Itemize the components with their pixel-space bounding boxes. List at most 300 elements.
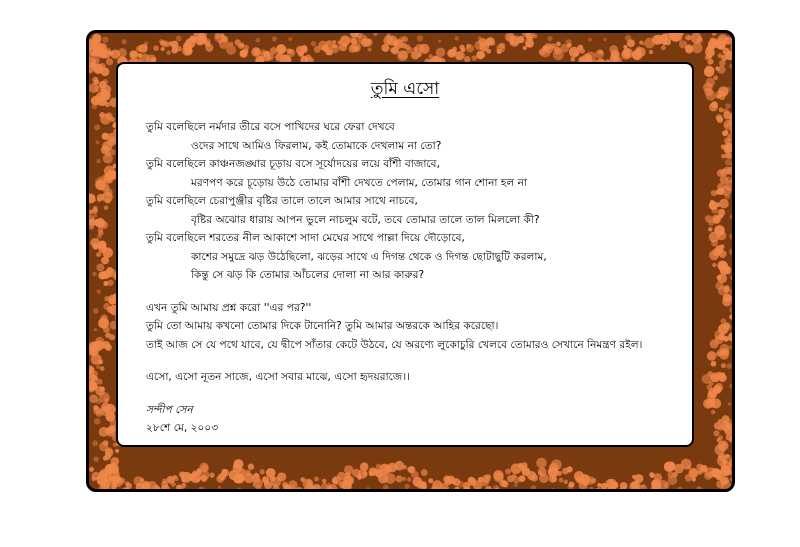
frame-dot (711, 101, 718, 108)
frame-dot (568, 484, 574, 490)
frame-dot (565, 39, 571, 45)
frame-dot (236, 39, 240, 43)
frame-dot (729, 289, 735, 296)
frame-dot (272, 36, 277, 41)
frame-dot (559, 478, 564, 483)
frame-dot (589, 487, 594, 492)
frame-dot (730, 435, 734, 439)
frame-dot (476, 51, 484, 59)
frame-dot (551, 488, 554, 491)
frame-dot (720, 244, 725, 249)
frame-dot (96, 159, 100, 163)
frame-dot (604, 490, 613, 492)
frame-dot (718, 440, 729, 451)
frame-dot (564, 480, 568, 484)
frame-dot (505, 468, 511, 474)
frame-dot (396, 475, 403, 482)
frame-dot (734, 468, 735, 477)
frame-dot (153, 45, 159, 51)
frame-dot (92, 272, 96, 276)
frame-dot (725, 140, 732, 147)
frame-dot (89, 467, 94, 472)
frame-dot (729, 384, 734, 389)
frame-dot (421, 469, 428, 476)
frame-dot (710, 200, 715, 205)
frame-dot (108, 306, 113, 311)
frame-dot (729, 233, 735, 239)
frame-dot (95, 218, 105, 228)
frame-dot (243, 49, 248, 54)
poem-title: তুমি এসো (370, 79, 440, 99)
frame-dot (712, 263, 716, 267)
poem-line: তুমি বলেছিলে শরতের নীল আকাশে সাদা মেঘের সাথে পাল্লা দিয়ে দৌড়োবে, (146, 232, 465, 244)
frame-dot (112, 476, 123, 487)
frame-dot (97, 194, 104, 201)
frame-dot (466, 44, 474, 52)
frame-dot (103, 79, 108, 84)
frame-dot (314, 477, 319, 482)
frame-dot (724, 146, 732, 154)
frame-dot (354, 45, 360, 51)
frame-dot (95, 178, 102, 185)
frame-dot (730, 477, 734, 481)
frame-dot (728, 296, 732, 300)
frame-dot (711, 410, 715, 414)
poem-body (146, 118, 686, 438)
frame-dot (475, 487, 480, 492)
frame-dot (269, 476, 275, 482)
frame-dot (494, 472, 504, 482)
frame-dot (721, 348, 729, 356)
frame-dot (663, 482, 669, 488)
frame-dot (198, 41, 202, 45)
frame-dot (720, 372, 725, 377)
frame-dot (104, 296, 109, 301)
frame-dot (479, 490, 484, 492)
frame-dot (428, 478, 433, 483)
frame-dot (368, 47, 372, 51)
frame-dot (712, 33, 717, 36)
frame-dot (549, 463, 559, 473)
frame-dot (603, 489, 610, 492)
frame-dot (728, 332, 735, 341)
frame-dot (709, 250, 719, 260)
frame-dot (102, 37, 108, 43)
frame-dot (485, 486, 492, 492)
frame-dot (96, 365, 100, 369)
frame-dot (166, 50, 171, 55)
frame-dot (457, 490, 464, 492)
frame-dot (732, 145, 735, 150)
poem-line: বৃষ্টির অঝোর ধারায় আপন ভুলে নাচলুম বটে, তবে তোমার তালে তাল মিললো কী? (191, 213, 540, 226)
frame-dot (642, 42, 645, 45)
frame-dot (719, 487, 722, 490)
frame-dot (623, 49, 631, 57)
frame-dot (199, 463, 208, 472)
frame-dot (454, 36, 458, 40)
frame-dot (471, 55, 477, 61)
frame-dot (179, 471, 185, 477)
frame-dot (696, 37, 703, 44)
frame-dot (105, 198, 110, 203)
frame-dot (708, 227, 712, 231)
frame-dot (322, 479, 326, 483)
poem-line: মরণপণ করে চূড়োয় উঠে তোমার বাঁশী দেখতে পেলাম, তোমার গান শোনা হল না (191, 176, 528, 189)
frame-dot (92, 198, 96, 202)
frame-dot (105, 102, 110, 107)
frame-dot (717, 273, 727, 283)
frame-dot (716, 94, 720, 98)
frame-dot (226, 45, 236, 55)
frame-dot (456, 51, 465, 60)
frame-dot (363, 471, 368, 476)
frame-dot (674, 464, 684, 474)
poem-line: এখন তুমি আমায় প্রশ্ন করো ''এর পর?'' (146, 301, 312, 314)
frame-dot (417, 35, 423, 41)
poem-line: কিন্তু সে ঝড় কি তোমার আঁচলের দোলা না আর কারুর? (191, 269, 425, 281)
frame-dot (707, 59, 713, 65)
frame-dot (92, 104, 97, 109)
frame-dot (126, 484, 129, 487)
frame-dot (378, 473, 388, 483)
frame-dot (94, 124, 100, 130)
frame-dot (733, 160, 735, 167)
frame-dot (577, 477, 584, 484)
frame-dot (705, 400, 712, 407)
frame-dot (623, 491, 628, 492)
frame-dot (726, 363, 732, 369)
frame-dot (98, 271, 106, 279)
frame-dot (198, 487, 205, 492)
frame-dot (256, 485, 262, 491)
frame-dot (214, 36, 220, 42)
frame-dot (706, 78, 715, 87)
frame-dot (468, 478, 476, 486)
frame-dot (649, 472, 654, 477)
poem-line: তাই আজ সে যে পথে যাবে, যে দ্বীপে সাঁতার কেটে উঠবে, যে অরণ্যে লুকোচুরি খেলবে তোমারও সেখানে নিমন্ত্রণ রইল। (146, 338, 643, 351)
frame-dot (176, 35, 182, 41)
frame-dot (330, 44, 339, 53)
frame-dot (696, 486, 702, 492)
frame-dot (701, 467, 706, 472)
frame-dot (719, 107, 724, 112)
frame-dot (729, 307, 735, 313)
frame-dot (729, 64, 734, 69)
frame-dot (122, 39, 127, 44)
frame-dot (89, 368, 94, 373)
frame-dot (376, 464, 381, 469)
frame-dot (625, 35, 632, 42)
date: ২৮শে মে, ২০০৩ (146, 422, 219, 434)
frame-dot (205, 44, 213, 52)
frame-dot (105, 344, 112, 351)
frame-dot (115, 449, 119, 453)
frame-dot (277, 472, 286, 481)
frame-dot (570, 57, 575, 62)
frame-dot (595, 50, 604, 59)
frame-dot (103, 490, 114, 492)
frame-dot (332, 40, 336, 44)
frame-dot (711, 374, 719, 382)
frame-dot (728, 402, 731, 405)
frame-dot (94, 85, 101, 92)
frame-dot (724, 268, 730, 274)
frame-dot (621, 486, 627, 492)
poem-line: কাশের সমুদ্রে ঝড় উঠেছিলো, ঝড়ের সাথে এ দিগন্ত থেকে ও দিগন্ত ছোটাছুটি করলাম, (191, 250, 547, 263)
frame-dot (539, 473, 549, 483)
frame-dot (454, 486, 459, 491)
frame-dot (366, 487, 369, 490)
frame-dot (710, 339, 719, 348)
frame-dot (96, 410, 103, 417)
frame-dot (523, 46, 527, 50)
frame-dot (303, 48, 308, 53)
frame-dot (89, 488, 92, 491)
frame-dot (436, 47, 446, 57)
frame-dot (678, 486, 683, 491)
frame-dot (100, 366, 105, 371)
frame-dot (105, 427, 113, 435)
frame-dot (327, 483, 330, 486)
frame-dot (96, 263, 104, 271)
frame-dot (716, 114, 723, 121)
frame-dot (161, 47, 165, 51)
frame-dot (102, 133, 109, 140)
frame-dot (197, 470, 202, 475)
frame-dot (384, 465, 392, 473)
frame-dot (103, 440, 109, 446)
frame-dot (625, 489, 635, 492)
frame-dot (718, 53, 723, 58)
frame-dot (103, 469, 108, 474)
frame-dot (162, 478, 167, 483)
poem-card (116, 62, 694, 447)
frame-dot (314, 46, 321, 53)
frame-dot (602, 490, 607, 492)
frame-dot (106, 58, 113, 65)
frame-dot (478, 36, 482, 40)
frame-dot (725, 159, 732, 166)
frame-dot (96, 141, 100, 145)
frame-dot (273, 484, 278, 489)
frame-dot (94, 52, 98, 56)
frame-dot (636, 47, 646, 57)
frame-dot (730, 274, 735, 280)
frame-dot (704, 472, 712, 480)
frame-dot (717, 187, 725, 195)
frame-dot (216, 475, 224, 483)
frame-dot (90, 350, 94, 354)
frame-dot (209, 473, 214, 478)
frame-dot (729, 471, 734, 476)
frame-dot (343, 42, 348, 47)
frame-dot (685, 474, 693, 482)
frame-dot (547, 36, 552, 41)
frame-dot (311, 41, 317, 47)
signature: সন্দীপ সেন (146, 403, 193, 416)
frame-dot (93, 308, 99, 314)
frame-dot (221, 469, 229, 477)
frame-dot (556, 42, 561, 47)
frame-dot (171, 41, 179, 49)
frame-dot (238, 488, 241, 491)
frame-dot (369, 472, 374, 477)
frame-dot (623, 45, 627, 49)
frame-dot (93, 456, 98, 461)
frame-dot (94, 418, 101, 425)
frame-dot (727, 152, 734, 159)
frame-dot (726, 324, 732, 330)
frame-dot (704, 66, 715, 77)
frame-dot (604, 487, 607, 490)
frame-dot (92, 477, 96, 481)
frame-dot (200, 475, 207, 482)
frame-dot (347, 37, 353, 43)
frame-dot (129, 50, 138, 59)
frame-dot (721, 363, 726, 368)
frame-dot (289, 49, 294, 54)
frame-dot (671, 36, 676, 41)
frame-dot (496, 44, 505, 53)
frame-dot (729, 345, 733, 349)
frame-dot (118, 48, 127, 57)
frame-dot (407, 467, 413, 473)
frame-dot (220, 35, 227, 42)
frame-dot (719, 199, 729, 209)
frame-dot (707, 351, 717, 361)
frame-dot (245, 470, 251, 476)
frame-dot (727, 51, 730, 54)
frame-dot (332, 476, 341, 485)
frame-dot (634, 474, 643, 483)
frame-dot (719, 214, 723, 218)
frame-dot (288, 37, 292, 41)
frame-dot (266, 53, 274, 61)
frame-dot (726, 176, 732, 182)
frame-dot (511, 463, 522, 474)
frame-dot (726, 455, 731, 460)
frame-dot (419, 44, 429, 54)
frame-dot (289, 484, 295, 490)
frame-dot (734, 452, 735, 458)
frame-dot (276, 44, 286, 54)
frame-dot (184, 47, 192, 55)
poem-line: তুমি তো আমায় কখনো তোমার দিকে টানোনি? তুমি আমার অন্তরকে আহির করেছো। (146, 320, 499, 332)
frame-dot (97, 234, 102, 239)
frame-dot (260, 469, 265, 474)
frame-dot (727, 419, 733, 425)
frame-dot (730, 215, 734, 219)
frame-dot (724, 167, 731, 174)
frame-dot (144, 41, 148, 45)
frame-dot (362, 463, 367, 468)
frame-dot (713, 430, 719, 436)
frame-dot (724, 130, 729, 135)
frame-dot (402, 465, 407, 470)
frame-dot (723, 336, 729, 342)
frame-dot (104, 205, 109, 210)
frame-dot (182, 478, 186, 482)
frame-dot (718, 66, 726, 74)
frame-dot (107, 280, 113, 286)
frame-dot (256, 38, 260, 42)
frame-dot (401, 43, 407, 49)
frame-dot (383, 484, 389, 490)
frame-dot (714, 225, 725, 236)
frame-dot (566, 466, 572, 472)
frame-dot (588, 38, 592, 42)
frame-dot (719, 60, 726, 67)
frame-dot (533, 34, 537, 38)
frame-dot (173, 475, 177, 479)
frame-dot (422, 487, 426, 491)
poem-line: ওদের সাথে আমিও ফিরলাম, কই তোমাকে দেখলাম না তো? (191, 139, 442, 152)
frame-dot (413, 47, 418, 52)
frame-dot (93, 343, 96, 346)
frame-dot (725, 103, 730, 108)
frame-dot (159, 39, 164, 44)
frame-dot (235, 473, 245, 483)
frame-dot (713, 38, 719, 44)
frame-dot (536, 458, 547, 469)
frame-dot (93, 213, 97, 217)
frame-dot (416, 481, 424, 489)
frame-dot (705, 56, 709, 60)
frame-dot (101, 402, 110, 411)
frame-dot (438, 40, 441, 43)
frame-dot (95, 68, 100, 73)
frame-dot (399, 37, 404, 42)
frame-dot (687, 465, 691, 469)
frame-dot (104, 188, 112, 196)
frame-dot (234, 462, 239, 467)
frame-dot (94, 384, 98, 388)
frame-dot (282, 481, 288, 487)
frame-dot (349, 485, 352, 488)
frame-dot (98, 318, 109, 329)
poem-closing: এসো, এসো নূতন সাজে, এসো সবার মাঝে, এসো হৃদয়রাজে।। (146, 371, 410, 383)
frame-dot (732, 316, 735, 321)
frame-dot (531, 485, 537, 491)
frame-dot (667, 471, 674, 478)
frame-dot (486, 49, 491, 54)
frame-dot (141, 484, 145, 488)
frame-dot (397, 50, 408, 61)
frame-dot (718, 435, 723, 440)
frame-dot (517, 36, 524, 43)
frame-dot (100, 386, 105, 391)
frame-dot (374, 468, 380, 474)
frame-dot (92, 440, 98, 446)
frame-dot (352, 469, 360, 477)
frame-dot (626, 490, 631, 492)
frame-dot (367, 40, 372, 45)
frame-dot (721, 318, 727, 324)
frame-dot (552, 477, 557, 482)
frame-dot (514, 483, 518, 487)
frame-dot (692, 42, 703, 53)
frame-dot (407, 477, 412, 482)
frame-dot (92, 34, 101, 43)
frame-dot (726, 87, 731, 92)
frame-dot (491, 42, 495, 46)
frame-dot (417, 52, 422, 57)
frame-dot (706, 90, 716, 100)
poem-line: তুমি বলেছিলে চেরাপুঞ্জীর বৃষ্টির তালে তালে আমার সাথে নাচবে, (146, 195, 418, 207)
frame-dot (96, 477, 100, 481)
frame-dot (470, 490, 476, 492)
frame-dot (493, 485, 500, 492)
